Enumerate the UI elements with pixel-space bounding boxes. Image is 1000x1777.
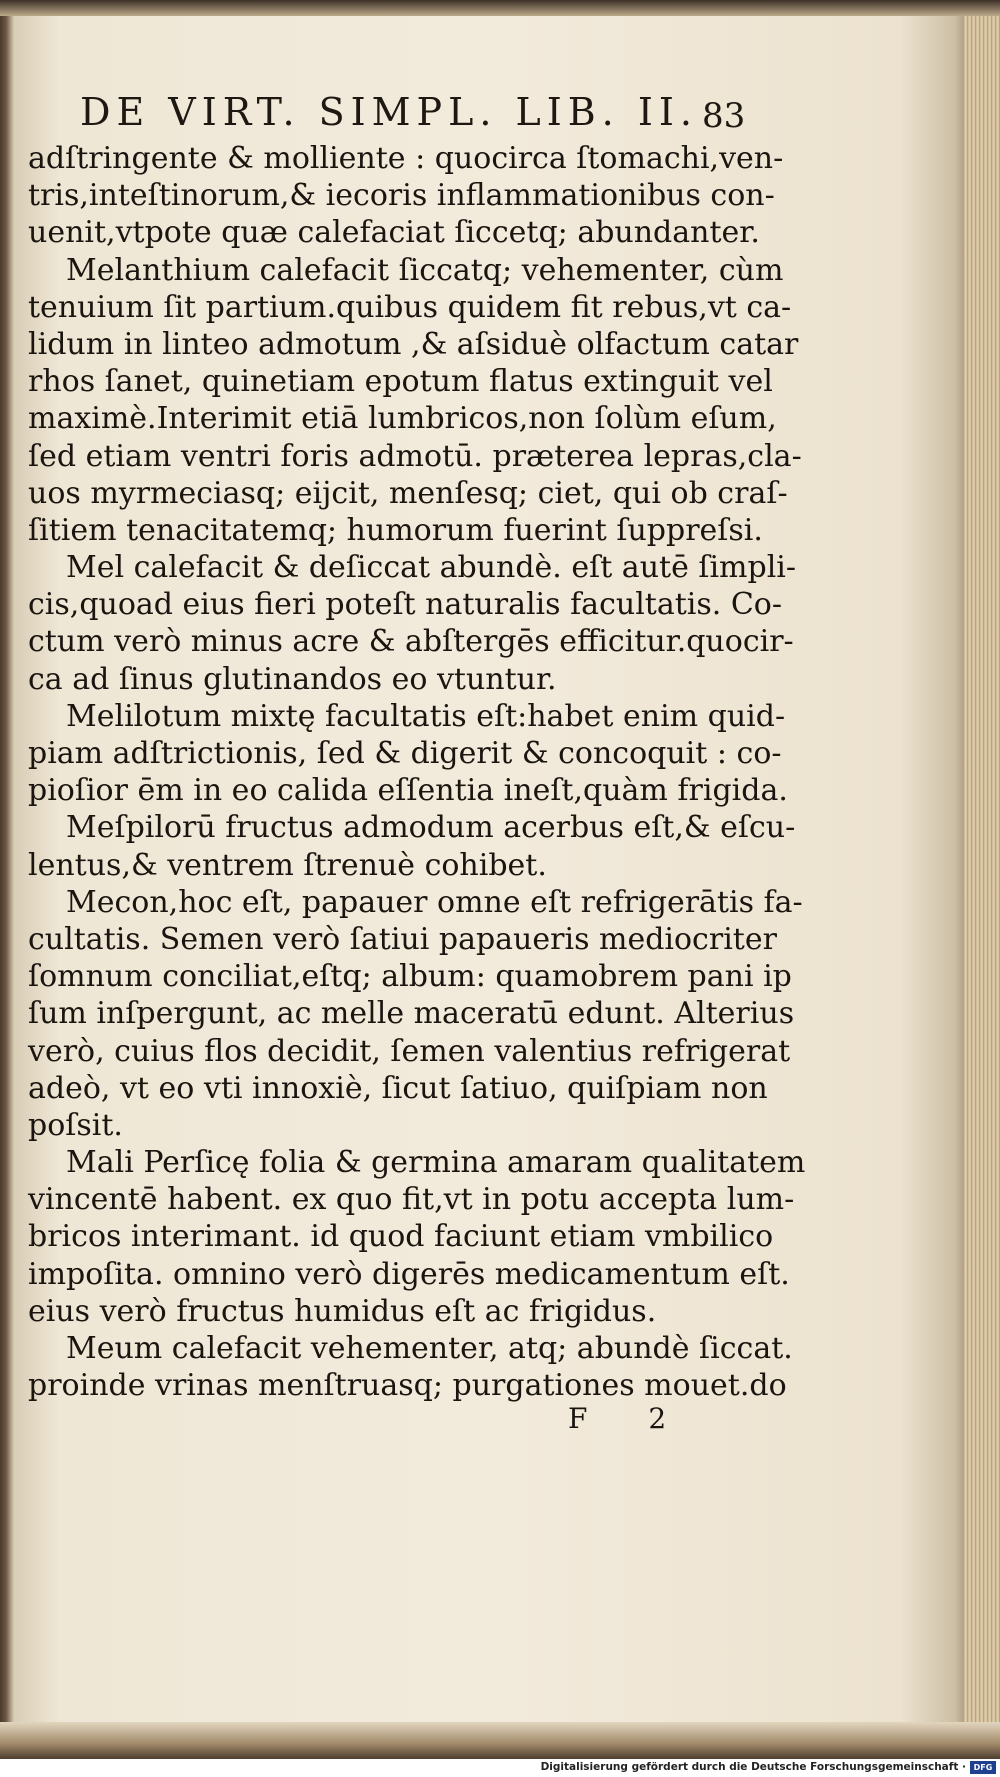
text-line: ſitiem tenacitatemq; humorum fuerint ſuppreſsi. (28, 512, 763, 548)
text-line: Mali Perſicę folia & germina amaram qualitatem (66, 1145, 806, 1181)
text-line: Meſpilorū fructus admodum acerbus eſt,& eſcu- (66, 810, 796, 846)
dfg-logo: DFG (970, 1761, 996, 1774)
text-line: pioſior ēm in eo calida eſſentia ineſt,quàm frigida. (28, 773, 788, 809)
text-line: ſed etiam ventri foris admotū. præterea lepras,cla- (28, 438, 802, 474)
text-line: Melilotum mixtę facultatis eſt:habet enim quid- (66, 698, 786, 734)
text-line: ſum inſpergunt, ac melle maceratū edunt. Alterius (28, 996, 795, 1032)
credit-bar (0, 1759, 1000, 1777)
text-line: cultatis. Semen verò ſatiui papaueris mediocriter (28, 921, 777, 957)
text-line: ſomnum conciliat,eſtq; album: quamobrem pani ip (28, 959, 792, 995)
running-title: DE VIRT. SIMPL. LIB. II. (80, 90, 698, 134)
text-line: eius verò fructus humidus eſt ac frigidus. (28, 1293, 657, 1329)
text-line: bricos interimant. id quod faciunt etiam vmbilico (28, 1219, 774, 1255)
text-line: ctum verò minus acre & abſtergēs efficitur.quocir- (28, 624, 794, 660)
page-edges (964, 10, 1000, 1750)
text-line: maximè.Interimit etiā lumbricos,non ſolùm eſum, (28, 401, 777, 437)
text-line: rhos ſanet, quinetiam epotum flatus extinguit vel (28, 364, 773, 400)
text-line: impoſita. omnino verò digerēs medicamentum eſt. (28, 1256, 790, 1292)
text-line: ca ad ſinus glutinandos eo vtuntur. (28, 661, 557, 697)
bottom-edge-shadow (0, 1722, 1000, 1759)
text-line: tris,inteſtinorum,& iecoris inflammationibus con- (28, 178, 775, 214)
text-line: Mel calefacit & deſiccat abundè. eſt autē ſimpli- (66, 550, 797, 586)
text-line: Mecon,hoc eſt, papauer omne eſt refrigerātis fa- (66, 884, 803, 920)
signature-mark: F 2 (568, 1402, 693, 1435)
text-line: piam adſtrictionis, ſed & digerit & concoquit : co- (28, 736, 782, 771)
body-text (28, 140, 806, 1404)
text-line: proinde vrinas menſtruasq; purgationes mouet.do (28, 1368, 787, 1404)
text-line: lentus,& ventrem ſtrenuè cohibet. (28, 847, 547, 883)
text-line: uenit,vtpote quæ calefaciat ſiccetq; abundanter. (28, 215, 760, 251)
text-line: adſtringente & molliente : quocirca ſtomachi,ven- (28, 141, 784, 176)
text-line: adeò, vt eo vti innoxiè, ſicut ſatiuo, quiſpiam non (28, 1070, 768, 1106)
text-line: poſsit. (28, 1107, 123, 1143)
text-line: verò, cuius flos decidit, ſemen valentius refrigerat (28, 1033, 791, 1069)
text-line: Melanthium calefacit ſiccatq; vehementer, cùm (66, 252, 784, 288)
text-line: cis,quoad eius fieri poteſt naturalis facultatis. Co- (28, 587, 782, 623)
text-line: Meum calefacit vehementer, atq; abundè ſiccat. (66, 1331, 793, 1366)
text-line: lidum in linteo admotum ,& aſsiduè olfactum catar (28, 326, 799, 362)
text-line: tenuium ſit partium.quibus quidem fit rebus,vt ca- (28, 289, 792, 325)
top-edge-shadow (0, 0, 1000, 16)
page-number: 83 (702, 96, 746, 136)
text-line: uos myrmeciasq; eijcit, menſesq; ciet, qui ob craſ- (28, 475, 788, 511)
text-line: vincentē habent. ex quo fit,vt in potu accepta lum- (28, 1182, 795, 1218)
digitization-credit: Digitalisierung gefördert durch die Deutsche Forschungsgemeinschaft · (540, 1761, 966, 1773)
